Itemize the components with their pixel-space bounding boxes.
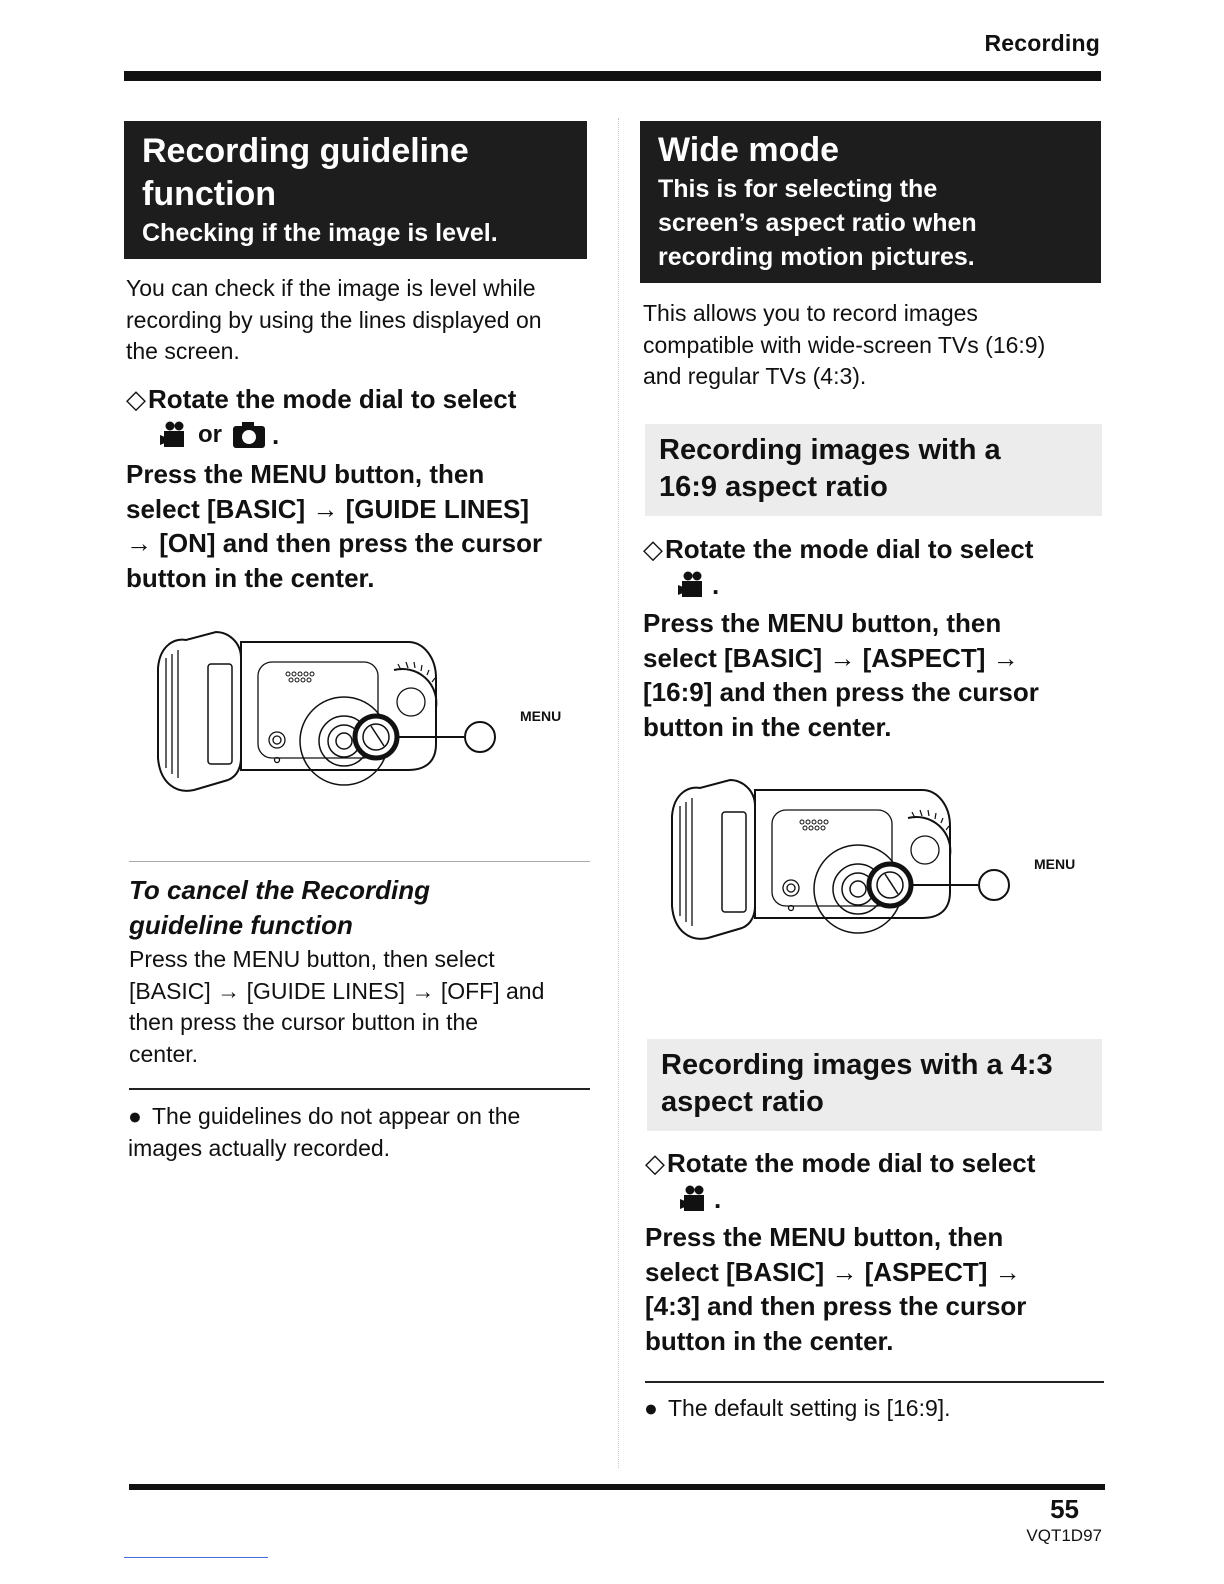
motion-picture-mode-icon — [678, 1184, 708, 1214]
wide-mode-subtitle-line: recording motion pictures. — [658, 243, 975, 271]
menu-callout-label: MENU — [520, 708, 562, 724]
guideline-note — [128, 1101, 622, 1164]
or-text: or — [198, 421, 222, 448]
cancel-heading-line: To cancel the Recording — [129, 875, 430, 905]
footer-rule — [129, 1484, 1105, 1490]
guideline-rotate-step — [126, 382, 601, 417]
menu-step-line: select [BASIC] → [ASPECT] → — [643, 642, 1019, 673]
guideline-menu-step — [126, 457, 606, 595]
diamond-icon: ◇ — [126, 384, 146, 414]
menu-step-line: → [ON] and then press the cursor — [126, 528, 543, 558]
heading-16-9-line: Recording images with a — [659, 434, 1001, 466]
guideline-intro — [126, 273, 596, 368]
bullet-icon: ● — [128, 1103, 142, 1129]
diamond-icon: ◇ — [643, 534, 663, 564]
menu-step-line: [16:9] and then press the cursor — [643, 677, 1039, 707]
motion-picture-mode-icon — [158, 420, 188, 450]
intro-line: You can check if the image is level while — [126, 275, 536, 301]
wide-mode-intro — [643, 298, 1103, 393]
menu-step-line: select [BASIC] → [ASPECT] → — [645, 1256, 1021, 1287]
glyph-period: . — [714, 1184, 722, 1214]
column-divider — [618, 118, 619, 1468]
note-divider-left — [129, 1088, 590, 1090]
rotate-step-4-3 — [645, 1146, 1105, 1181]
camera-illustration-left — [146, 598, 506, 828]
wide-mode-subtitle-line: screen’s aspect ratio when — [658, 209, 977, 237]
heading-16-9-line: 16:9 aspect ratio — [659, 471, 888, 503]
cancel-heading — [129, 873, 599, 943]
section-title: Recording — [984, 30, 1100, 56]
intro-line: and regular TVs (4:3). — [643, 363, 867, 389]
cancel-body — [129, 944, 599, 1070]
note-divider-right — [645, 1381, 1104, 1383]
header-rule — [124, 71, 1101, 81]
document-code: VQT1D97 — [1026, 1526, 1102, 1545]
mode-glyph-line-16-9 — [646, 568, 719, 602]
cancel-divider — [129, 861, 590, 862]
cancel-body-line: center. — [129, 1040, 199, 1067]
rotate-step-text: Rotate the mode dial to select — [665, 534, 1034, 564]
cancel-heading-line: guideline function — [129, 910, 353, 940]
wide-mode-title: Wide mode — [658, 131, 840, 169]
menu-step-16-9 — [643, 606, 1108, 744]
cancel-body-line: Press the MENU button, then select — [129, 946, 495, 972]
menu-step-line: button in the center. — [645, 1325, 894, 1356]
rotate-step-text: Rotate the mode dial to select — [667, 1148, 1036, 1178]
menu-step-line: Press the MENU button, then — [643, 608, 1002, 638]
menu-step-line: Press the MENU button, then — [645, 1222, 1004, 1252]
heading-4-3-line: aspect ratio — [661, 1086, 824, 1118]
cancel-body-line: [BASIC] → [GUIDE LINES] → [OFF] and — [129, 977, 545, 1004]
guideline-title-line1: Recording guideline — [142, 132, 469, 170]
wide-mode-title-box — [640, 121, 1101, 283]
page-number: 55 — [1050, 1494, 1079, 1524]
rotate-step-16-9 — [643, 532, 1103, 567]
guideline-title-box — [124, 121, 587, 259]
diamond-icon: ◇ — [645, 1148, 665, 1178]
guideline-title-line2: function — [142, 175, 277, 213]
rotate-step-text: Rotate the mode dial to select — [148, 384, 517, 414]
cancel-body-line: then press the cursor button in the — [129, 1009, 479, 1035]
glyph-period: . — [712, 570, 720, 600]
camera-illustration-right — [660, 746, 1020, 976]
heading-4-3-line: Recording images with a 4:3 — [661, 1049, 1053, 1081]
wide-mode-subtitle-line: This is for selecting the — [658, 175, 938, 203]
glyph-period: . — [272, 420, 280, 450]
footer-blue-line — [124, 1557, 268, 1558]
motion-picture-mode-icon — [676, 570, 706, 600]
heading-4-3 — [647, 1039, 1102, 1131]
intro-line: recording by using the lines displayed on — [126, 306, 542, 333]
mode-glyph-line-4-3 — [648, 1182, 721, 1216]
menu-step-line: button in the center. — [643, 711, 892, 742]
note-line: images actually recorded. — [128, 1134, 391, 1161]
intro-line: This allows you to record images — [643, 300, 978, 326]
heading-16-9 — [645, 424, 1102, 516]
menu-step-line: button in the center. — [126, 562, 375, 593]
still-picture-mode-icon — [232, 420, 266, 450]
menu-step-line: select [BASIC] → [GUIDE LINES] — [126, 493, 530, 524]
note-line: The default setting is [16:9]. — [668, 1395, 951, 1421]
guideline-subtitle: Checking if the image is level. — [142, 219, 498, 247]
bullet-icon: ● — [644, 1395, 658, 1421]
menu-step-4-3 — [645, 1220, 1110, 1358]
mode-glyph-line — [128, 418, 279, 452]
menu-step-line: Press the MENU button, then — [126, 459, 485, 489]
menu-step-line: [4:3] and then press the cursor — [645, 1291, 1027, 1321]
intro-line: the screen. — [126, 338, 240, 364]
menu-callout-label: MENU — [1034, 856, 1076, 872]
note-line: The guidelines do not appear on the — [152, 1103, 521, 1129]
wide-mode-note — [644, 1393, 1128, 1425]
intro-line: compatible with wide-screen TVs (16:9) — [643, 331, 1046, 358]
